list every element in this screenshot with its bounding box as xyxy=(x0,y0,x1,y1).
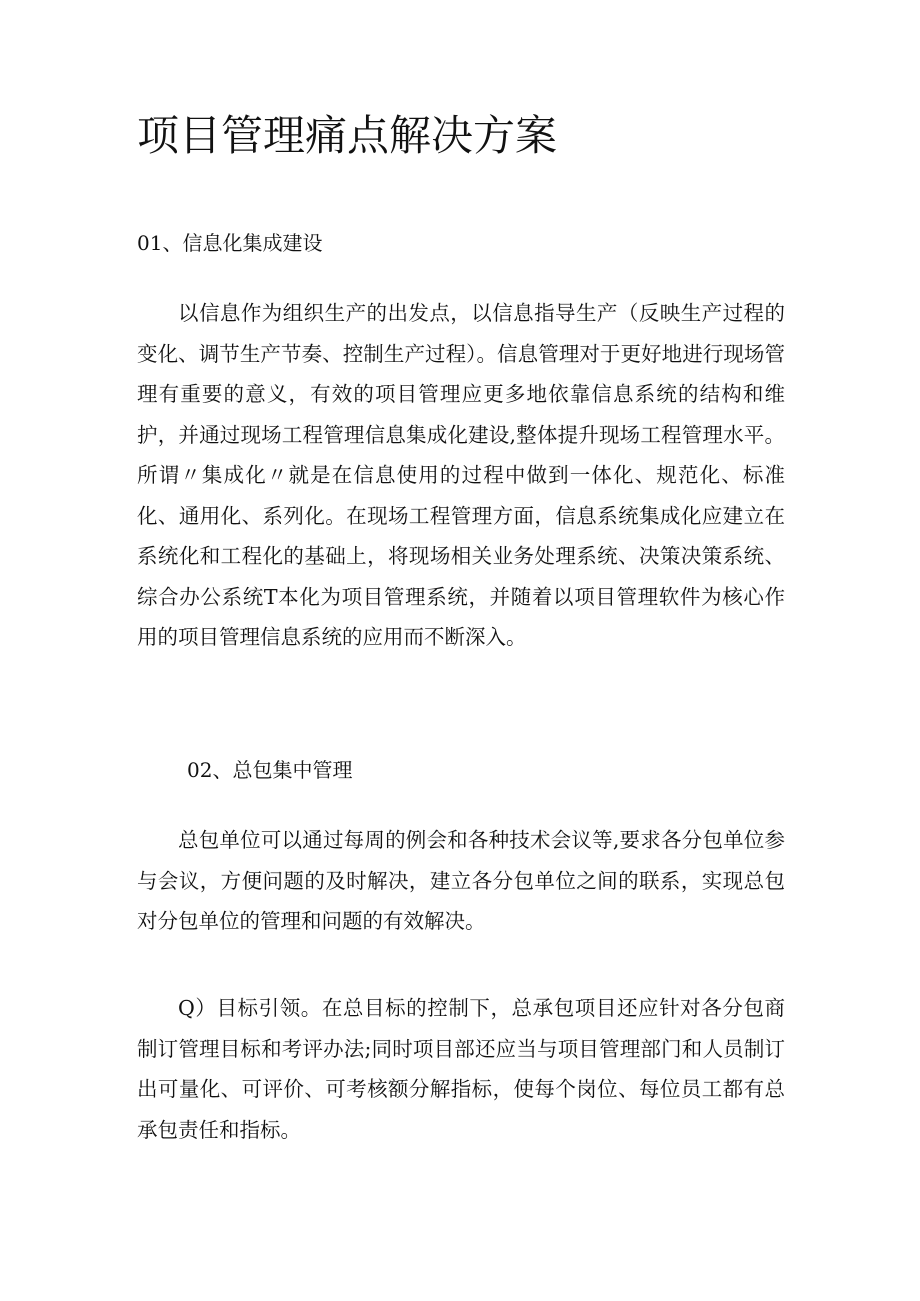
section-paragraph-information-integration: 以信息作为组织生产的出发点，以信息指导生产（反映生产过程的变化、调节生产节奏、控制生产过程）。信息管理对于更好地进行现场管理有重要的意义，有效的项目管理应更多地依靠信息系统的结构和维护，并通过现场工程管理信息集成化建设,整体提升现场工程管理水平。所谓〃集成化〃就是在信息使用的过程中做到一体化、规范化、标准化、通用化、系列化。在现场工程管理方面，信息系统集成化应建立在系统化和工程化的基础上，将现场相关业务处理系统、决策决策系统、综合办公系统T本化为项目管理系统，并随着以项目管理软件为核心作用的项目管理信息系统的应用而不断深入。 xyxy=(137,301,785,649)
paragraph-target-guidance: Q）目标引领。在总目标的控制下，总承包项目还应针对各分包商制订管理目标和考评办法;同时项目部还应当与项目管理部门和人员制订出可量化、可评价、可考核额分解指标，使每个岗位、每位员工都有总承包责任和指标。 xyxy=(137,996,785,1142)
section-heading-information-integration: 01、信息化集成建设 xyxy=(137,231,323,255)
document-title: 项目管理痛点解决方案 xyxy=(137,111,558,160)
section-heading-general-contracting: 02、总包集中管理 xyxy=(187,758,353,782)
section-paragraph-general-contracting: 总包单位可以通过每周的例会和各种技术会议等,要求各分包单位参与会议，方便问题的及时解决，建立各分包单位之间的联系，实现总包对分包单位的管理和问题的有效解决。 xyxy=(137,828,785,933)
